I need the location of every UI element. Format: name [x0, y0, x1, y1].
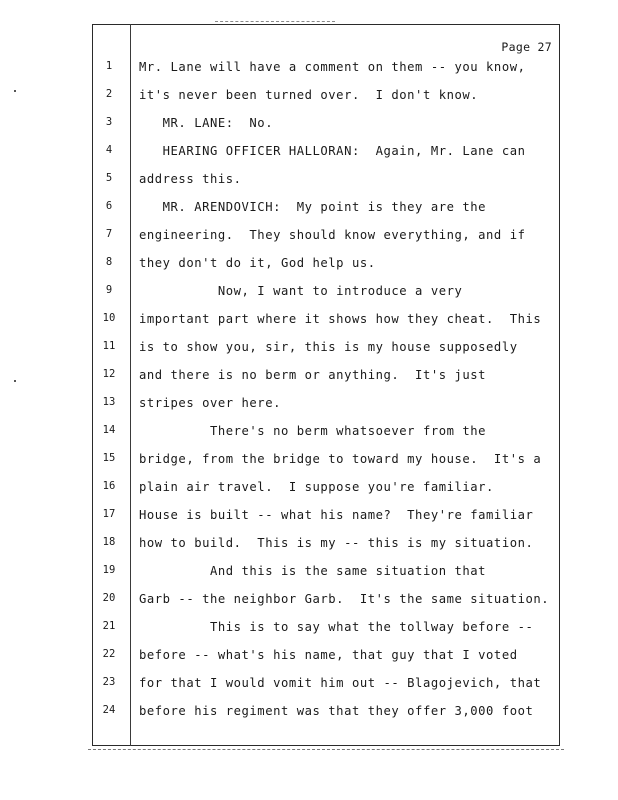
line-number: 15 [102, 452, 116, 464]
line-text: bridge, from the bridge to toward my house. It's a [139, 452, 542, 466]
line-text: stripes over here. [139, 396, 281, 410]
line-number: 11 [102, 340, 116, 352]
line-text: and there is no berm or anything. It's just [139, 368, 487, 382]
line-text: important part where it shows how they cheat. This [139, 312, 542, 326]
line-text: House is built -- what his name? They're familiar [139, 508, 534, 522]
line-number: 13 [102, 396, 116, 408]
line-text: for that I would vomit him out -- Blagojevich, that [139, 676, 542, 690]
scan-speck [14, 380, 16, 382]
line-number-margin-rule [130, 24, 131, 746]
line-number: 22 [102, 648, 116, 660]
transcript-page-frame [92, 24, 560, 746]
line-number: 16 [102, 480, 116, 492]
line-text: they don't do it, God help us. [139, 256, 376, 270]
top-scan-rule [215, 21, 335, 22]
line-text: Now, I want to introduce a very [139, 284, 463, 298]
line-text: engineering. They should know everything, and if [139, 228, 526, 242]
line-text: Mr. Lane will have a comment on them -- you know, [139, 60, 526, 74]
line-number: 10 [102, 312, 116, 324]
line-number: 1 [105, 60, 113, 72]
line-text: MR. LANE: No. [139, 116, 274, 130]
line-text: it's never been turned over. I don't know. [139, 88, 479, 102]
line-number: 9 [105, 284, 113, 296]
line-number: 4 [105, 144, 113, 156]
line-number: 18 [102, 536, 116, 548]
line-number: 14 [102, 424, 116, 436]
scan-speck [14, 90, 16, 92]
line-number: 2 [105, 88, 113, 100]
line-number: 23 [102, 676, 116, 688]
line-number: 21 [102, 620, 116, 632]
line-text: address this. [139, 172, 242, 186]
line-number: 6 [105, 200, 113, 212]
line-text: There's no berm whatsoever from the [139, 424, 487, 438]
line-text: is to show you, sir, this is my house supposedly [139, 340, 518, 354]
line-number: 5 [105, 172, 113, 184]
page-number: Page 27 [501, 40, 552, 54]
line-text: This is to say what the tollway before -- [139, 620, 534, 634]
line-number: 24 [102, 704, 116, 716]
line-number: 17 [102, 508, 116, 520]
line-text: And this is the same situation that [139, 564, 487, 578]
line-number: 7 [105, 228, 113, 240]
line-text: plain air travel. I suppose you're familiar. [139, 480, 494, 494]
line-text: before his regiment was that they offer 3,000 foot [139, 704, 534, 718]
bottom-scan-rule [88, 749, 564, 750]
line-text: Garb -- the neighbor Garb. It's the same situation. [139, 592, 550, 606]
line-number: 8 [105, 256, 113, 268]
line-text: how to build. This is my -- this is my situation. [139, 536, 534, 550]
line-number: 3 [105, 116, 113, 128]
line-text: before -- what's his name, that guy that I voted [139, 648, 518, 662]
line-number: 19 [102, 564, 116, 576]
line-text: HEARING OFFICER HALLORAN: Again, Mr. Lane can [139, 144, 526, 158]
line-number: 20 [102, 592, 116, 604]
line-text: MR. ARENDOVICH: My point is they are the [139, 200, 487, 214]
line-number: 12 [102, 368, 116, 380]
